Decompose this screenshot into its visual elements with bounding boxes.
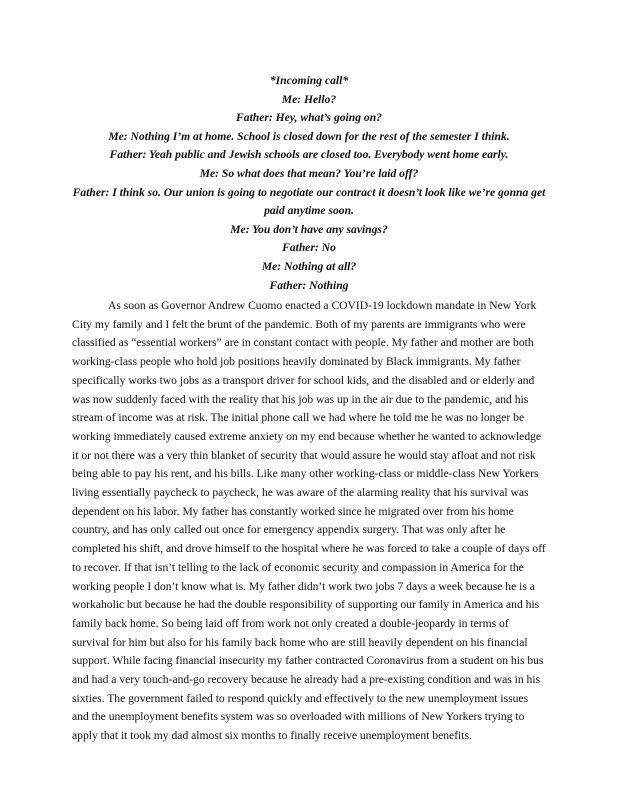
dialogue-line: Me: So what does that mean? You’re laid off? [199, 166, 419, 180]
dialogue-line: *Incoming call* [269, 74, 349, 87]
dialogue-line: Me: You don’t have any savings? [230, 222, 388, 236]
dialogue-line: Father: Hey, what’s going on? [236, 111, 382, 125]
dialogue-line: Father: Nothing [269, 278, 349, 292]
phone-call-dialogue [72, 72, 546, 295]
dialogue-line: Father: Yeah public and Jewish schools are closed too. Everybody went home early. [109, 148, 509, 162]
dialogue-line: Father: No [282, 241, 336, 255]
dialogue-line: Me: Nothing at all? [261, 259, 357, 273]
essay-paragraph: As soon as Governor Andrew Cuomo enacted a COVID-19 lockdown mandate in New York City my family and I felt the brunt of the pandemic. Both of my parents are immigrants who were classified as “essential workers” are in constant contact with people. My father and mother are both working-class people who hold job positions heavily dominated by Black immigrants. My father specifically works two jobs as a transport driver for school kids, and the disabled and or elderly and was now suddenly faced with the reality that his job was up in the air due to the pandemic, and his stream of income was at risk. The initial phone call we had where he told me he was no longer be working immediately caused extreme anxiety on my end because whether he wanted to acknowledge it or not there was a very thin blanket of security that would assure he would stay afloat and not risk being able to pay his rent, and his bills. Like many other working-class or middle-class New Yorkers living essentially paycheck to paycheck, he was aware of the alarming reality that his survival was dependent on his labor. My father has constantly worked since he migrated over from his home country, and has only called out once for emergency appendix surgery. That was only after he completed his shift, and drove himself to the hospital where he was forced to take a couple of days off to recover. If that isn’t telling to the lack of economic security and compassion in America for the working people I don’t know what is. My father didn’t work two jobs 7 days a week because he is a workaholic but because he had the double responsibility of supporting our family in America and his family back home. So being laid off from work not only created a double-jeopardy in terms of survival for him but also for his family back home who are still heavily dependent on his financial support. While facing financial insecurity my father contracted Coronavirus from a student on his bus and had a very touch-and-go recovery because he already had a pre-existing condition and was in his sixties. The government failed to respond quickly and effectively to the new unemployment issues and the unemployment benefits system was so overloaded with millions of New Yorkers trying to apply that it took my dad almost six months to finally receive unemployment benefits. [72, 299, 546, 743]
dialogue-line: Me: Hello? [281, 92, 337, 106]
dialogue-line: Me: Nothing I’m at home. School is closed down for the rest of the semester I think. [108, 129, 510, 143]
dialogue-line: Father: I think so. Our union is going to negotiate our contract it doesn’t look like we’re gonna get paid anytime soon. [72, 185, 546, 218]
